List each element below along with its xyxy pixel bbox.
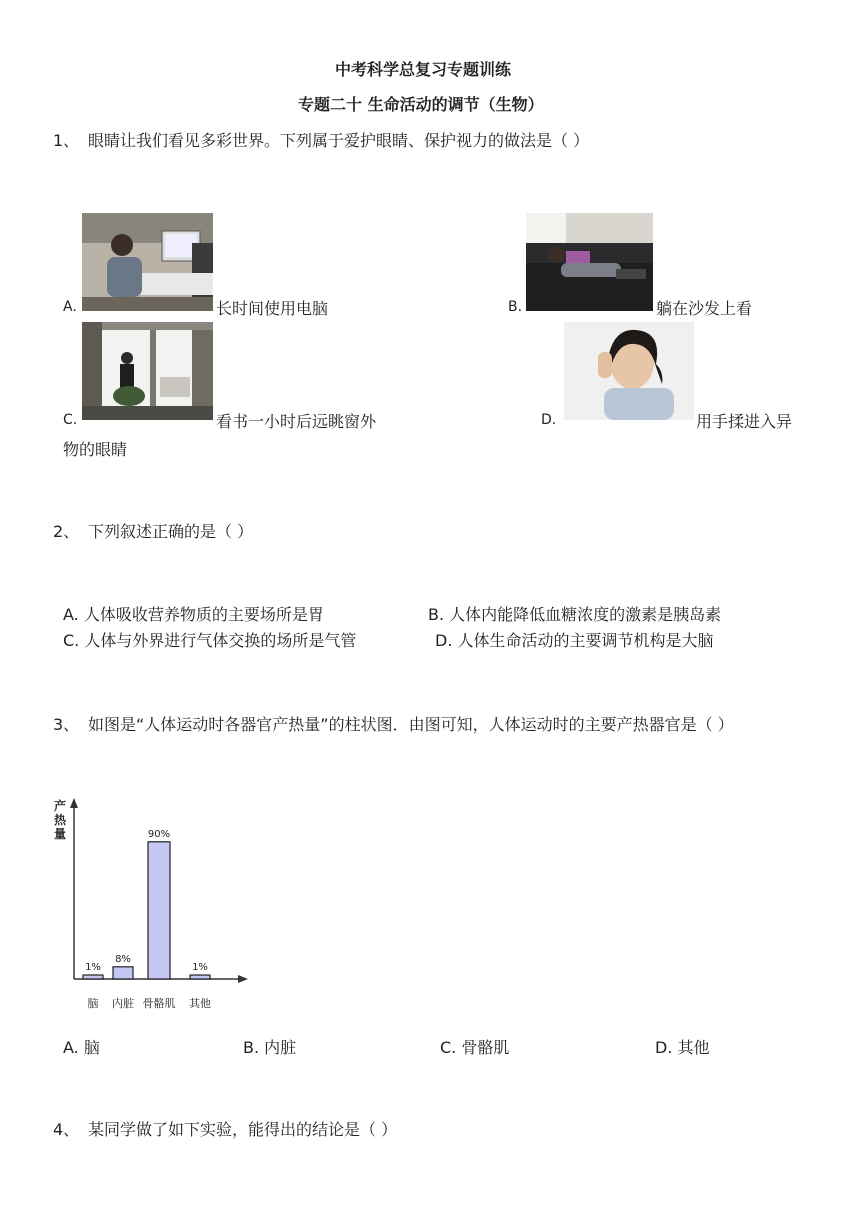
chart-bar-1	[113, 967, 133, 979]
chart-category-label-0: 脑	[87, 997, 99, 1010]
chart-category-label-2: 骨骼肌	[142, 997, 176, 1010]
q1-option-c-letter: C.	[63, 412, 78, 428]
q3-option-a: A. 脑	[63, 1038, 100, 1057]
chart-y-axis-arrow	[70, 798, 78, 808]
chart-y-axis-label-char: 热	[53, 813, 67, 827]
q3-number: 3、	[53, 715, 80, 734]
q1-option-b-text: 躺在沙发上看	[656, 299, 753, 318]
q1-option-d-text: 用手揉进入异	[696, 412, 793, 431]
q3-option-c: C. 骨骼肌	[440, 1038, 510, 1057]
q3-stem: 如图是“人体运动时各器官产热量”的柱状图．由图可知，人体运动时的主要产热器官是（ ）	[88, 715, 734, 734]
q4-stem: 某同学做了如下实验，能得出的结论是（ ）	[88, 1120, 398, 1139]
chart-bar-3	[190, 975, 210, 979]
q2-option-b: B. 人体内能降低血糖浓度的激素是胰岛素	[428, 605, 722, 624]
page-subtitle: 专题二十 生命活动的调节（生物）	[298, 95, 544, 114]
q1-option-c-wrap-text: 物的眼睛	[63, 440, 128, 459]
chart-y-axis-label-char: 产	[53, 799, 67, 813]
q1-stem: 眼睛让我们看见多彩世界。下列属于爱护眼睛、保护视力的做法是（ ）	[88, 131, 590, 150]
q1-option-d-photo	[564, 322, 694, 420]
chart-value-label-1: 8%	[115, 953, 131, 965]
heat-production-chart	[48, 795, 258, 1017]
chart-y-axis-label-char: 量	[53, 827, 67, 841]
q1-option-b-letter: B.	[508, 299, 523, 315]
chart-bar-2	[148, 842, 170, 979]
q1-option-c-photo	[82, 322, 213, 420]
q4-number: 4、	[53, 1120, 80, 1139]
q3-option-d: D. 其他	[655, 1038, 710, 1057]
q1-option-b-photo	[526, 213, 653, 311]
chart-y-axis-label	[54, 798, 67, 841]
q2-option-a: A. 人体吸收营养物质的主要场所是胃	[63, 605, 324, 624]
q2-option-d: D. 人体生命活动的主要调节机构是大脑	[435, 631, 714, 650]
chart-bar-0	[83, 975, 103, 979]
chart-value-label-0: 1%	[85, 962, 101, 973]
chart-category-label-3: 其他	[189, 997, 211, 1010]
chart-x-axis-arrow	[238, 975, 248, 983]
q1-number: 1、	[53, 131, 80, 150]
q1-option-a-letter: A.	[63, 299, 77, 315]
q2-stem: 下列叙述正确的是（ ）	[88, 522, 254, 541]
page-title: 中考科学总复习专题训练	[335, 60, 512, 79]
chart-category-label-1: 内脏	[112, 997, 134, 1010]
q2-option-c: C. 人体与外界进行气体交换的场所是气管	[63, 631, 357, 650]
chart-value-label-2: 90%	[147, 828, 171, 840]
q1-option-a-text: 长时间使用电脑	[216, 299, 329, 318]
chart-value-label-3: 1%	[192, 962, 208, 973]
q1-option-a-photo	[82, 213, 213, 311]
q1-option-c-text: 看书一小时后远眺窗外	[216, 412, 377, 431]
q1-option-d-letter: D.	[541, 412, 557, 428]
q3-option-b: B. 内脏	[243, 1038, 297, 1057]
q2-number: 2、	[53, 522, 80, 541]
